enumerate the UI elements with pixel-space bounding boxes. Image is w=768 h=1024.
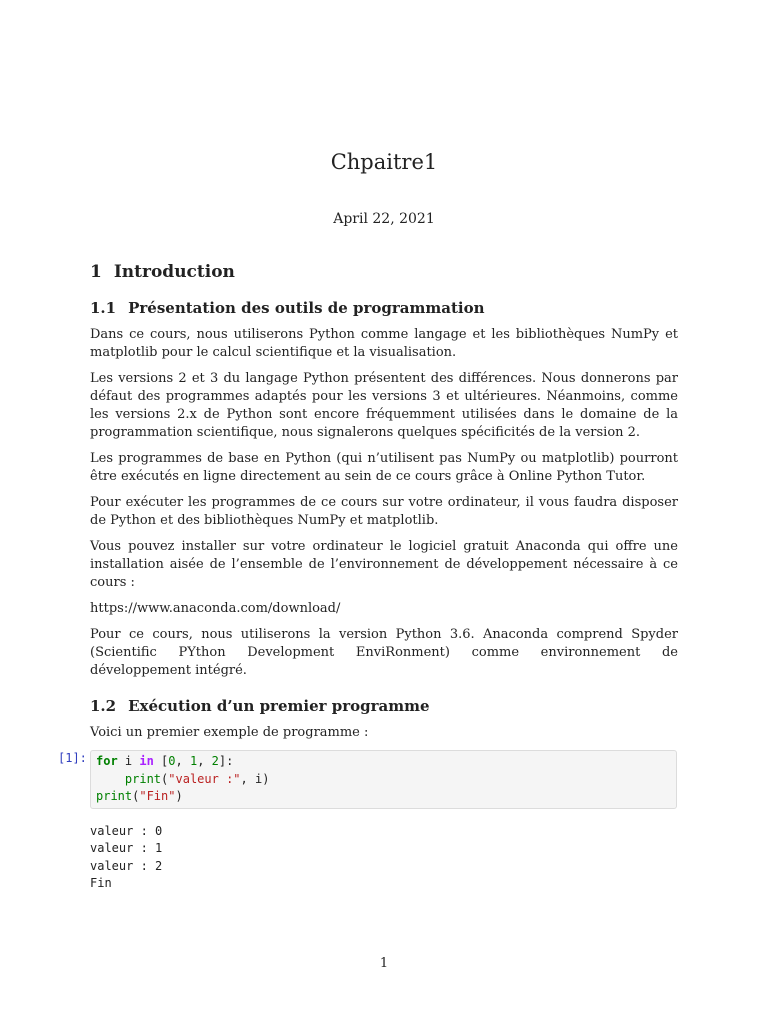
section-number: 1 [90, 262, 102, 282]
document-date: April 22, 2021 [333, 211, 435, 227]
paragraph-anaconda: Vous pouvez installer sur votre ordinateur le logiciel gratuit Anaconda qui offre une installation aisée de l’ensemble de l’environnement de développement nécessaire à ce cours : [90, 539, 678, 590]
subsection-title: Présentation des outils de programmation [128, 299, 485, 317]
paragraph-online-tutor: Les programmes de base en Python (qui n’utilisent pas NumPy ou matplotlib) pourront être exécutés en ligne directement au sein de ce cours grâce à Online Python Tutor. [90, 451, 678, 484]
number-literal: 0 [168, 754, 176, 768]
paragraph-python-version: Pour ce cours, nous utiliserons la version Python 3.6. Anaconda comprend Spyder (Scientific PYthon Development EnviRonment) comme environnement de développement intégré. [90, 627, 678, 678]
paragraph-first-example: Voici un premier exemple de programme : [90, 725, 369, 740]
anaconda-download-url: https://www.anaconda.com/download/ [90, 601, 341, 616]
string-literal: "valeur :" [168, 771, 241, 786]
code-text: ]: [218, 754, 234, 768]
subsection-number: 1.1 [90, 299, 117, 317]
number-literal: 1 [189, 754, 198, 768]
keyword: for [96, 754, 118, 768]
subsection-title: Exécution d’un premier programme [128, 697, 430, 715]
code-input-area[interactable] [90, 750, 677, 809]
code-text: ( [161, 771, 169, 786]
code-text: ( [132, 789, 140, 803]
number-literal: 2 [211, 754, 219, 768]
cell-output [90, 823, 678, 893]
code-line-3 [96, 788, 671, 806]
output-line: valeur : 1 [90, 841, 163, 855]
paragraph-requirements: Pour exécuter les programmes de ce cours sur votre ordinateur, il vous faudra disposer de Python et des bibliothèques NumPy et matplotlib. [90, 495, 678, 528]
builtin-function: print [96, 789, 133, 803]
code-text: , [197, 754, 212, 768]
code-text: , i) [240, 771, 270, 786]
subsection-number: 1.2 [90, 697, 117, 715]
paragraph-libraries: Dans ce cours, nous utiliserons Python comme langage et les bibliothèques NumPy et matplotlib pour le calcul scientifique et la visualisation. [90, 327, 678, 360]
output-line: Fin [90, 876, 112, 890]
code-text: i [117, 754, 140, 768]
keyword: in [139, 754, 154, 768]
code-cell [58, 750, 678, 893]
document-content [58, 258, 678, 893]
page-number: 1 [379, 956, 389, 971]
output-line: valeur : 0 [90, 823, 163, 838]
code-line-2 [96, 771, 671, 789]
paragraph-versions: Les versions 2 et 3 du langage Python présentent des différences. Nous donnerons par défaut des programmes adaptés pour les versions 3 et ultérieures. Néanmoins, comme les versions 2.x de Python sont encore fréquemment utilisées dans le domaine de la programmation scientifique, nous signalerons quelques spécificités de la version 2. [90, 371, 678, 440]
subsection-heading-first-program [90, 694, 678, 718]
code-text: , [175, 754, 190, 768]
code-line-1 [96, 753, 671, 771]
builtin-function: print [124, 771, 162, 786]
output-line: valeur : 2 [90, 858, 163, 873]
code-text: [ [153, 754, 169, 768]
document-title: Chpaitre1 [330, 150, 438, 174]
cell-prompt: [1]: [58, 751, 87, 765]
string-literal: "Fin" [139, 789, 176, 803]
code-text: ) [175, 789, 183, 803]
code-indent [96, 772, 125, 786]
subsection-heading-tools [90, 296, 678, 320]
section-title: Introduction [113, 262, 235, 282]
section-heading-introduction [90, 258, 678, 286]
